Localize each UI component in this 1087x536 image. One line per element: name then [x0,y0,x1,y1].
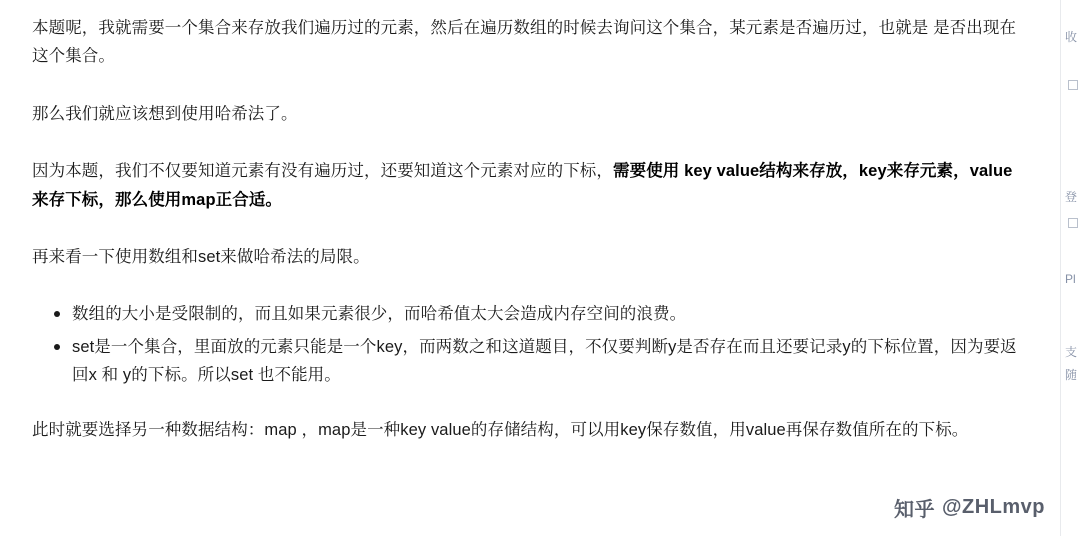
right-sidebar [1060,0,1087,536]
sidebar-item-collect[interactable]: 收 [1065,30,1078,44]
paragraph-2: 那么我们就应该想到使用哈希法了。 [32,104,298,123]
sidebar-item-follow[interactable]: 随 [1065,368,1078,382]
sidebar-square-icon[interactable] [1068,80,1078,90]
sidebar-item-pl[interactable]: Pl [1065,272,1076,286]
paragraph-3-normal-text: 因为本题，我们不仅要知道元素有没有遍历过，还要知道这个元素对应的下标， [32,162,613,181]
paragraph-3-bold-text: 需要使用 key value结构来存放，key来存元素，value来存下标，那么使用map正合适。 [32,162,1013,209]
watermark [894,493,1045,522]
sidebar-item-login[interactable]: 登 [1065,190,1078,204]
paragraph-1: 本题呢，我就需要一个集合来存放我们遍历过的元素，然后在遍历数组的时候去询问这个集合，某元素是否遍历过，也就是 是否出现在这个集合。 [32,19,1017,66]
list-item: set是一个集合，里面放的元素只能是一个key，而两数之和这道题目，不仅要判断y是否存在而且还要记录y的下标位置，因为要返回x 和 y的下标。所以set 也不能用。 [54,333,1026,390]
zhihu-logo: 知乎 [893,499,935,521]
list-item: 数组的大小是受限制的，而且如果元素很少，而哈希值太大会造成内存空间的浪费。 [54,300,1026,328]
sidebar-item-support[interactable]: 支 [1065,345,1078,359]
watermark-handle: @ZHLmvp [941,496,1045,518]
paragraph-4: 再来看一下使用数组和set来做哈希法的局限。 [32,247,370,266]
paragraph-3 [32,157,1026,214]
sidebar-square-icon[interactable] [1068,218,1078,228]
paragraph-5: 此时就要选择另一种数据结构：map ，map是一种key value的存储结构，可以用key保存数值，用value再保存数值所在的下标。 [32,421,969,440]
limitation-list [32,300,1026,389]
